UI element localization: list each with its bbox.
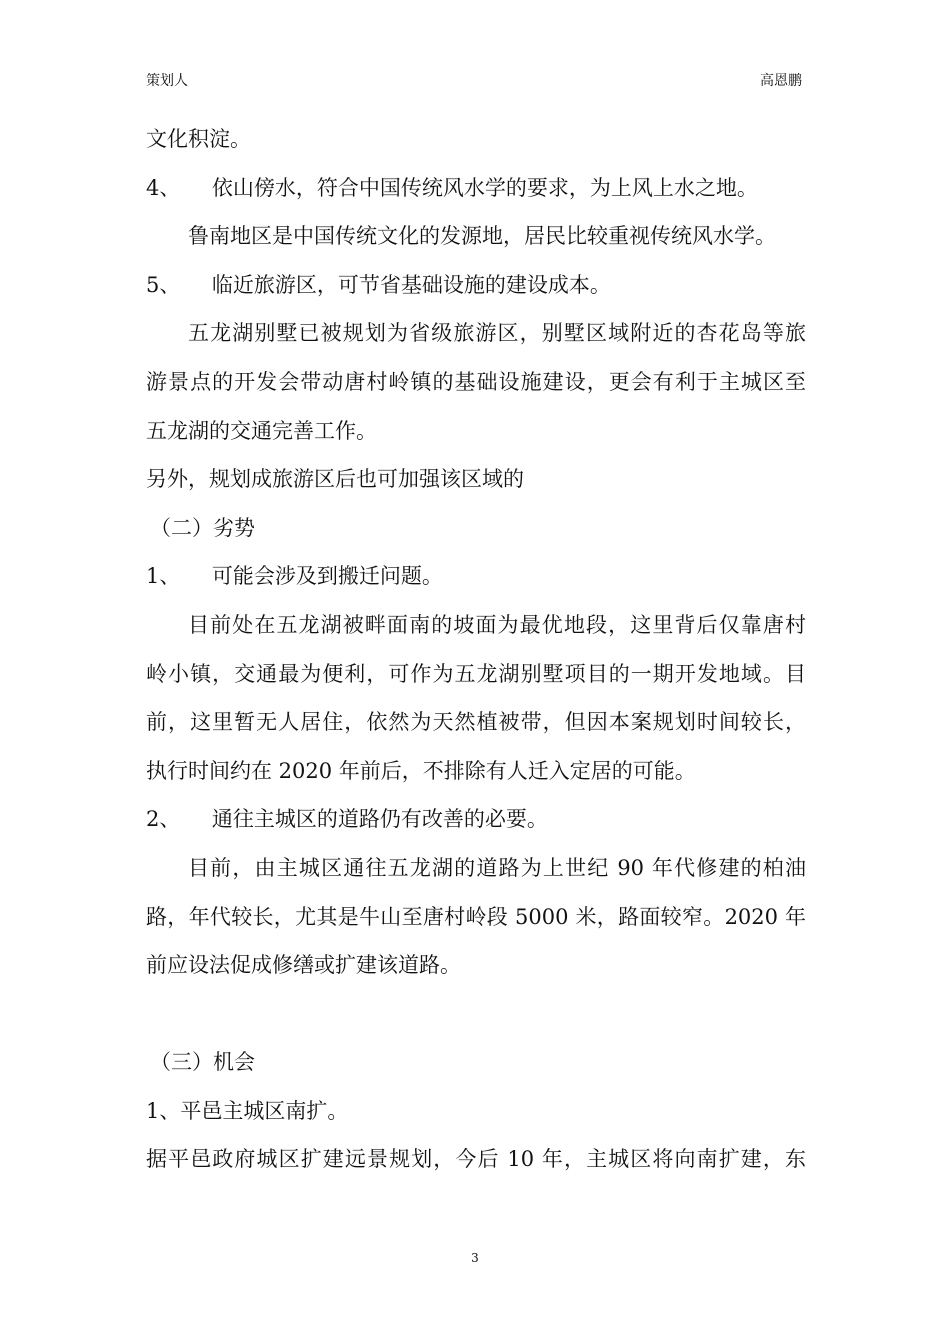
section-heading-weaknesses: （二）劣势: [150, 515, 255, 540]
paragraph-line: 五龙湖别墅已被规划为省级旅游区，别墅区域附近的杏花岛等旅: [188, 321, 806, 346]
blank-line: [146, 990, 806, 1039]
list-item-1: 1、 可能会涉及到搬迁问题。: [146, 564, 443, 589]
list-item-5: 5、 临近旅游区，可节省基础设施的建设成本。: [146, 272, 611, 297]
paragraph-line: 前应设法促成修缮或扩建该道路。: [146, 953, 461, 978]
header-author-name: 高恩鹏: [760, 73, 802, 89]
paragraph-line: 据平邑政府城区扩建远景规划，今后 10 年，主城区将向南扩建，东: [146, 1147, 806, 1172]
section-heading-opportunities: （三）机会: [150, 1050, 255, 1075]
paragraph-line: 执行时间约在 2020 年前后，不排除有人迁入定居的可能。: [146, 758, 696, 783]
paragraph-line: 文化积淀。: [146, 127, 251, 151]
paragraph-line: 目前处在五龙湖被畔面南的坡面为最优地段，这里背后仅靠唐村: [188, 612, 806, 637]
list-item-2: 2、 通往主城区的道路仍有改善的必要。: [146, 807, 548, 832]
header-author-label: 策划人: [146, 73, 188, 89]
paragraph-line: 鲁南地区是中国传统文化的发源地，居民比较重视传统风水学。: [188, 224, 776, 249]
paragraph-line: 游景点的开发会带动唐村岭镇的基础设施建设，更会有利于主城区至: [146, 369, 806, 394]
paragraph-line: 岭小镇，交通最为便利，可作为五龙湖别墅项目的一期开发地域。目: [146, 661, 806, 686]
paragraph-line: 路，年代较长，尤其是牛山至唐村岭段 5000 米，路面较窄。2020 年: [146, 904, 806, 929]
paragraph-line: 前，这里暂无人居住，依然为天然植被带，但因本案规划时间较长，: [146, 710, 806, 735]
paragraph-line: 目前，由主城区通往五龙湖的道路为上世纪 90 年代修建的柏油: [188, 855, 806, 880]
list-item-1: 1、平邑主城区南扩。: [146, 1098, 349, 1123]
list-item-4: 4、 依山傍水，符合中国传统风水学的要求，为上风上水之地。: [146, 175, 758, 200]
paragraph-line: 五龙湖的交通完善工作。: [146, 418, 377, 443]
paragraph-line: 另外，规划成旅游区后也可加强该区域的: [146, 467, 524, 492]
document-body: [146, 115, 806, 1184]
page-number: 3: [471, 1251, 479, 1265]
